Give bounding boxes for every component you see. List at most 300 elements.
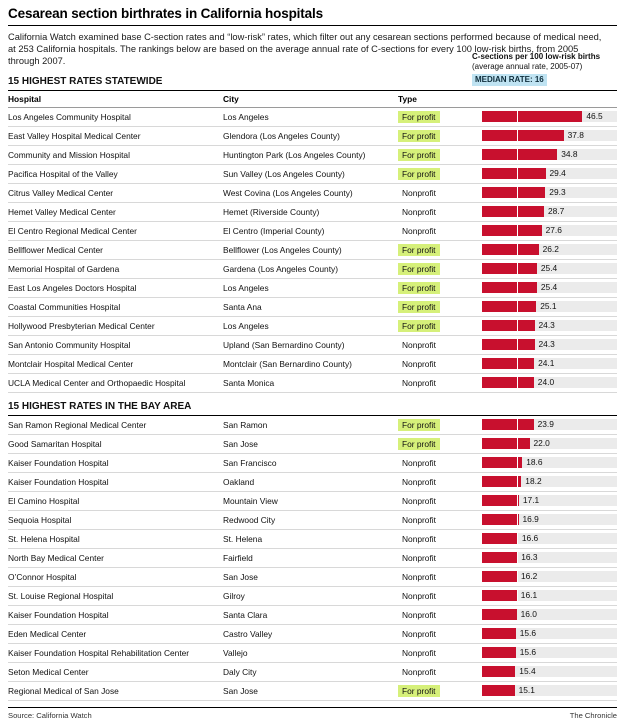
median-tick: [517, 222, 518, 239]
cell-hospital: San Ramon Regional Medical Center: [8, 416, 223, 435]
bar-value-label: 25.4: [540, 262, 558, 273]
bar: [482, 685, 515, 696]
status-badge-for-profit: For profit: [398, 263, 440, 275]
bar-value-label: 16.2: [521, 570, 538, 581]
median-tick: [517, 587, 518, 604]
bar-wrapper: [482, 590, 617, 601]
table-row: [8, 681, 617, 700]
bar-value-label: 27.6: [545, 224, 562, 235]
bar: [482, 149, 557, 160]
table-row: [8, 567, 617, 586]
axis-title-line2: (average annual rate, 2005-07): [472, 62, 583, 71]
median-tick: [517, 416, 518, 433]
bar-value-label: 23.9: [537, 418, 554, 429]
status-badge-nonprofit: Nonprofit: [402, 457, 436, 468]
bar-wrapper: [482, 609, 617, 620]
status-badge-for-profit: For profit: [398, 168, 440, 180]
bar-value-label: 24.3: [538, 319, 555, 330]
table-row: [8, 434, 617, 453]
median-tick: [517, 355, 518, 372]
cell-hospital: Sequoia Hospital: [8, 510, 223, 529]
cell-city: Los Angeles: [223, 107, 398, 126]
cell-type: [398, 240, 478, 259]
status-badge-for-profit: For profit: [398, 301, 440, 313]
bar-value-label: 24.0: [537, 376, 555, 387]
cell-rate-bar: [478, 529, 617, 548]
median-tick: [517, 298, 518, 315]
bar: [482, 476, 521, 487]
bar-wrapper: [482, 187, 617, 198]
cell-type: [398, 183, 478, 202]
cell-city: Redwood City: [223, 510, 398, 529]
bar: [482, 339, 535, 350]
cell-type: [398, 373, 478, 392]
cell-rate-bar: [478, 643, 617, 662]
bar-wrapper: [482, 571, 617, 582]
bar-value-label: 37.8: [567, 129, 584, 140]
median-tick: [517, 203, 518, 220]
cell-hospital: San Antonio Community Hospital: [8, 335, 223, 354]
bar-value-label: 22.0: [533, 437, 550, 448]
table-row: [8, 240, 617, 259]
cell-rate-bar: [478, 354, 617, 373]
cell-rate-bar: [478, 662, 617, 681]
cell-rate-bar: [478, 472, 617, 491]
table-row: [8, 472, 617, 491]
cell-type: [398, 453, 478, 472]
cell-type: [398, 624, 478, 643]
bar-wrapper: [482, 339, 617, 350]
cell-city: El Centro (Imperial County): [223, 221, 398, 240]
cell-city: Santa Monica: [223, 373, 398, 392]
table-row: [8, 107, 617, 126]
bar-value-label: 15.6: [519, 627, 536, 638]
median-tick: [517, 260, 518, 277]
bar-value-label: 17.1: [522, 494, 540, 505]
table-row: [8, 202, 617, 221]
table-row: [8, 221, 617, 240]
cell-hospital: Citrus Valley Medical Center: [8, 183, 223, 202]
status-badge-nonprofit: Nonprofit: [402, 225, 436, 236]
table-row: [8, 354, 617, 373]
bar: [482, 244, 539, 255]
status-badge-nonprofit: Nonprofit: [402, 495, 436, 506]
cell-type: [398, 491, 478, 510]
cell-rate-bar: [478, 145, 617, 164]
bar-wrapper: [482, 358, 617, 369]
cell-type: [398, 297, 478, 316]
bar: [482, 552, 517, 563]
cell-type: [398, 681, 478, 700]
table-row: [8, 453, 617, 472]
bar: [482, 111, 582, 122]
cell-hospital: Coastal Communities Hospital: [8, 297, 223, 316]
cell-city: Fairfield: [223, 548, 398, 567]
column-header-hospital: Hospital: [8, 91, 223, 108]
bar: [482, 533, 518, 544]
bar-wrapper: [482, 301, 617, 312]
bar-wrapper: [482, 282, 617, 293]
cell-hospital: Hemet Valley Medical Center: [8, 202, 223, 221]
cell-type: [398, 472, 478, 491]
bar-value-label: 24.1: [538, 357, 555, 368]
table-row: [8, 510, 617, 529]
status-badge-nonprofit: Nonprofit: [402, 609, 436, 620]
axis-header: [472, 52, 617, 86]
bar: [482, 438, 530, 449]
table-row: [8, 662, 617, 681]
table-row: [8, 416, 617, 435]
deck-text: California Watch examined base C-section rates and “low-risk” rates, which filter out any cesarean sections performed because of medical need, at 253 California hospitals. The rankings below are based on the average annual rate of C-sections for every 100 low-risk births, from 2005 through 2007.: [8, 32, 602, 67]
bar-wrapper: [482, 168, 617, 179]
cell-type: [398, 662, 478, 681]
footer: [8, 707, 617, 720]
cell-rate-bar: [478, 491, 617, 510]
bar-wrapper: [482, 552, 617, 563]
median-tick: [517, 336, 518, 353]
median-tick: [517, 549, 518, 566]
bar-value-label: 15.4: [519, 665, 536, 676]
section-heading: 15 HIGHEST RATES STATEWIDE: [8, 75, 163, 87]
column-header-type: Type: [398, 91, 478, 108]
bar: [482, 666, 515, 677]
bar: [482, 419, 534, 430]
cell-city: San Jose: [223, 567, 398, 586]
cell-rate-bar: [478, 567, 617, 586]
bar: [482, 301, 536, 312]
cell-hospital: El Camino Hospital: [8, 491, 223, 510]
median-tick: [517, 279, 518, 296]
cell-type: [398, 434, 478, 453]
table-row: [8, 373, 617, 392]
bar-value-label: 25.1: [540, 300, 557, 311]
median-tick: [517, 165, 518, 182]
cell-city: St. Helena: [223, 529, 398, 548]
cell-city: Hemet (Riverside County): [223, 202, 398, 221]
bar-value-label: 18.2: [525, 475, 542, 486]
cell-rate-bar: [478, 278, 617, 297]
cell-type: [398, 529, 478, 548]
bar-wrapper: [482, 457, 617, 468]
bar: [482, 206, 544, 217]
bar-wrapper: [482, 628, 617, 639]
cell-hospital: El Centro Regional Medical Center: [8, 221, 223, 240]
table-row: [8, 278, 617, 297]
bar-wrapper: [482, 476, 617, 487]
median-tick: [517, 127, 518, 144]
cell-type: [398, 221, 478, 240]
cell-rate-bar: [478, 624, 617, 643]
cell-city: Upland (San Bernardino County): [223, 335, 398, 354]
bar: [482, 590, 517, 601]
cell-type: [398, 145, 478, 164]
cell-type: [398, 335, 478, 354]
cell-city: Oakland: [223, 472, 398, 491]
median-tick: [517, 530, 518, 547]
cell-hospital: Kaiser Foundation Hospital: [8, 472, 223, 491]
bar-wrapper: [482, 130, 617, 141]
cell-city: Los Angeles: [223, 278, 398, 297]
status-badge-nonprofit: Nonprofit: [402, 476, 436, 487]
cell-rate-bar: [478, 259, 617, 278]
page-title: Cesarean section birthrates in California hospitals: [8, 6, 323, 21]
cell-city: Glendora (Los Angeles County): [223, 126, 398, 145]
cell-city: Daly City: [223, 662, 398, 681]
status-badge-for-profit: For profit: [398, 244, 440, 256]
table-row: [8, 335, 617, 354]
bar-value-label: 16.3: [521, 551, 538, 562]
source-note: Source: California Watch: [8, 710, 92, 720]
cell-rate-bar: [478, 126, 617, 145]
column-header-city: City: [223, 91, 398, 108]
cell-hospital: Hollywood Presbyterian Medical Center: [8, 316, 223, 335]
cell-hospital: Eden Medical Center: [8, 624, 223, 643]
table-row: [8, 145, 617, 164]
bar-wrapper: [482, 495, 617, 506]
bar-value-label: 24.3: [538, 338, 555, 349]
bar-wrapper: [482, 244, 617, 255]
status-badge-nonprofit: Nonprofit: [402, 377, 436, 388]
table-row: [8, 548, 617, 567]
status-badge-for-profit: For profit: [398, 282, 440, 294]
status-badge-for-profit: For profit: [398, 130, 440, 142]
bar-wrapper: [482, 225, 617, 236]
cell-city: Castro Valley: [223, 624, 398, 643]
cell-city: San Jose: [223, 681, 398, 700]
bar-wrapper: [482, 263, 617, 274]
cell-type: [398, 202, 478, 221]
column-header-rate: [478, 91, 617, 108]
table-row: [8, 126, 617, 145]
cell-city: Gardena (Los Angeles County): [223, 259, 398, 278]
bar-value-label: 16.1: [520, 589, 538, 600]
median-tick: [517, 374, 518, 391]
bar-value-label: 25.4: [540, 281, 558, 292]
ranking-table: [8, 91, 617, 393]
bar: [482, 168, 546, 179]
cell-hospital: East Los Angeles Doctors Hospital: [8, 278, 223, 297]
cell-rate-bar: [478, 164, 617, 183]
status-badge-nonprofit: Nonprofit: [402, 552, 436, 563]
bar-value-label: 29.4: [549, 167, 566, 178]
median-tick: [517, 511, 518, 528]
bar-value-label: 18.6: [526, 456, 543, 467]
status-badge-for-profit: For profit: [398, 111, 440, 123]
cell-type: [398, 416, 478, 435]
bar: [482, 377, 534, 388]
cell-hospital: Los Angeles Community Hospital: [8, 107, 223, 126]
bar-wrapper: [482, 438, 617, 449]
cell-rate-bar: [478, 510, 617, 529]
bar-value-label: 16.9: [522, 513, 539, 524]
table-row: [8, 297, 617, 316]
bar-wrapper: [482, 666, 617, 677]
status-badge-for-profit: For profit: [398, 438, 440, 450]
cell-hospital: Pacifica Hospital of the Valley: [8, 164, 223, 183]
cell-rate-bar: [478, 183, 617, 202]
cell-city: San Jose: [223, 434, 398, 453]
status-badge-for-profit: For profit: [398, 419, 440, 431]
bar: [482, 647, 516, 658]
status-badge-nonprofit: Nonprofit: [402, 358, 436, 369]
bar-value-label: 34.8: [561, 148, 578, 159]
table-row: [8, 259, 617, 278]
cell-hospital: Montclair Hospital Medical Center: [8, 354, 223, 373]
cell-type: [398, 586, 478, 605]
cell-city: Los Angeles: [223, 316, 398, 335]
table-row: [8, 316, 617, 335]
bar: [482, 495, 519, 506]
cell-city: Sun Valley (Los Angeles County): [223, 164, 398, 183]
cell-rate-bar: [478, 297, 617, 316]
median-tick: [517, 568, 518, 585]
bar-wrapper: [482, 377, 617, 388]
status-badge-nonprofit: Nonprofit: [402, 647, 436, 658]
cell-type: [398, 259, 478, 278]
cell-hospital: UCLA Medical Center and Orthopaedic Hospital: [8, 373, 223, 392]
bar: [482, 514, 519, 525]
status-badge-nonprofit: Nonprofit: [402, 339, 436, 350]
bar: [482, 609, 517, 620]
cell-type: [398, 278, 478, 297]
cell-hospital: Memorial Hospital of Gardena: [8, 259, 223, 278]
table-row: [8, 624, 617, 643]
cell-rate-bar: [478, 416, 617, 435]
table-row: [8, 164, 617, 183]
cell-city: West Covina (Los Angeles County): [223, 183, 398, 202]
cell-hospital: St. Louise Regional Hospital: [8, 586, 223, 605]
median-tick: [517, 435, 518, 452]
bar-value-label: 26.2: [542, 243, 559, 254]
credit-note: The Chronicle: [569, 710, 617, 720]
bar-wrapper: [482, 685, 617, 696]
median-tick: [517, 454, 518, 471]
bar-wrapper: [482, 514, 617, 525]
section-heading: 15 HIGHEST RATES IN THE BAY AREA: [8, 400, 192, 412]
bar: [482, 130, 564, 141]
bar-value-label: 15.1: [518, 684, 535, 695]
cell-rate-bar: [478, 373, 617, 392]
cell-city: San Francisco: [223, 453, 398, 472]
bar-wrapper: [482, 647, 617, 658]
median-tick: [517, 108, 518, 125]
cell-rate-bar: [478, 107, 617, 126]
bar: [482, 225, 542, 236]
bar: [482, 187, 545, 198]
status-badge-nonprofit: Nonprofit: [402, 628, 436, 639]
status-badge-for-profit: For profit: [398, 320, 440, 332]
bar-value-label: 16.0: [520, 608, 537, 619]
bar-wrapper: [482, 533, 617, 544]
cell-type: [398, 567, 478, 586]
status-badge-nonprofit: Nonprofit: [402, 206, 436, 217]
cell-type: [398, 548, 478, 567]
bar: [482, 571, 517, 582]
cell-hospital: North Bay Medical Center: [8, 548, 223, 567]
cell-rate-bar: [478, 221, 617, 240]
cell-hospital: Kaiser Foundation Hospital Rehabilitation Center: [8, 643, 223, 662]
cell-rate-bar: [478, 434, 617, 453]
bar: [482, 263, 537, 274]
cell-rate-bar: [478, 586, 617, 605]
cell-city: Santa Clara: [223, 605, 398, 624]
bar: [482, 282, 537, 293]
bar-wrapper: [482, 206, 617, 217]
cell-rate-bar: [478, 681, 617, 700]
cell-city: Huntington Park (Los Angeles County): [223, 145, 398, 164]
table-row: [8, 586, 617, 605]
cell-city: Montclair (San Bernardino County): [223, 354, 398, 373]
bar: [482, 320, 535, 331]
bar-value-label: 15.6: [519, 646, 536, 657]
cell-city: San Ramon: [223, 416, 398, 435]
bar-value-label: 16.6: [521, 532, 539, 543]
cell-type: [398, 107, 478, 126]
table-row: [8, 605, 617, 624]
median-tick: [517, 317, 518, 334]
cell-hospital: Seton Medical Center: [8, 662, 223, 681]
cell-hospital: O’Connor Hospital: [8, 567, 223, 586]
bar-value-label: 28.7: [548, 205, 565, 216]
cell-hospital: Kaiser Foundation Hospital: [8, 605, 223, 624]
cell-type: [398, 354, 478, 373]
cell-rate-bar: [478, 335, 617, 354]
bar-wrapper: [482, 111, 617, 122]
cell-rate-bar: [478, 605, 617, 624]
status-badge-nonprofit: Nonprofit: [402, 666, 436, 677]
sections-container: [8, 76, 617, 701]
cell-type: [398, 316, 478, 335]
median-tick: [517, 241, 518, 258]
cell-hospital: Bellflower Medical Center: [8, 240, 223, 259]
axis-title-line1: C-sections per 100 low-risk births: [472, 52, 601, 61]
bar-wrapper: [482, 149, 617, 160]
median-tick: [517, 146, 518, 163]
status-badge-nonprofit: Nonprofit: [402, 514, 436, 525]
cell-type: [398, 164, 478, 183]
median-tick: [517, 184, 518, 201]
cell-rate-bar: [478, 240, 617, 259]
status-badge-nonprofit: Nonprofit: [402, 187, 436, 198]
cell-rate-bar: [478, 316, 617, 335]
bar: [482, 628, 516, 639]
cell-hospital: East Valley Hospital Medical Center: [8, 126, 223, 145]
cell-rate-bar: [478, 202, 617, 221]
status-badge-nonprofit: Nonprofit: [402, 533, 436, 544]
median-tick: [517, 473, 518, 490]
cell-rate-bar: [478, 548, 617, 567]
cell-city: Santa Ana: [223, 297, 398, 316]
table-row: [8, 491, 617, 510]
cell-type: [398, 605, 478, 624]
bar-wrapper: [482, 419, 617, 430]
cell-city: Mountain View: [223, 491, 398, 510]
cell-city: Gilroy: [223, 586, 398, 605]
status-badge-for-profit: For profit: [398, 685, 440, 697]
status-badge-nonprofit: Nonprofit: [402, 571, 436, 582]
status-badge-for-profit: For profit: [398, 149, 440, 161]
table-row: [8, 183, 617, 202]
ranking-table: [8, 416, 617, 701]
cell-city: Vallejo: [223, 643, 398, 662]
bar-value-label: 46.5: [586, 110, 603, 121]
bar-wrapper: [482, 320, 617, 331]
cell-hospital: Community and Mission Hospital: [8, 145, 223, 164]
cell-type: [398, 643, 478, 662]
cell-hospital: Regional Medical of San Jose: [8, 681, 223, 700]
cell-type: [398, 126, 478, 145]
status-badge-nonprofit: Nonprofit: [402, 590, 436, 601]
